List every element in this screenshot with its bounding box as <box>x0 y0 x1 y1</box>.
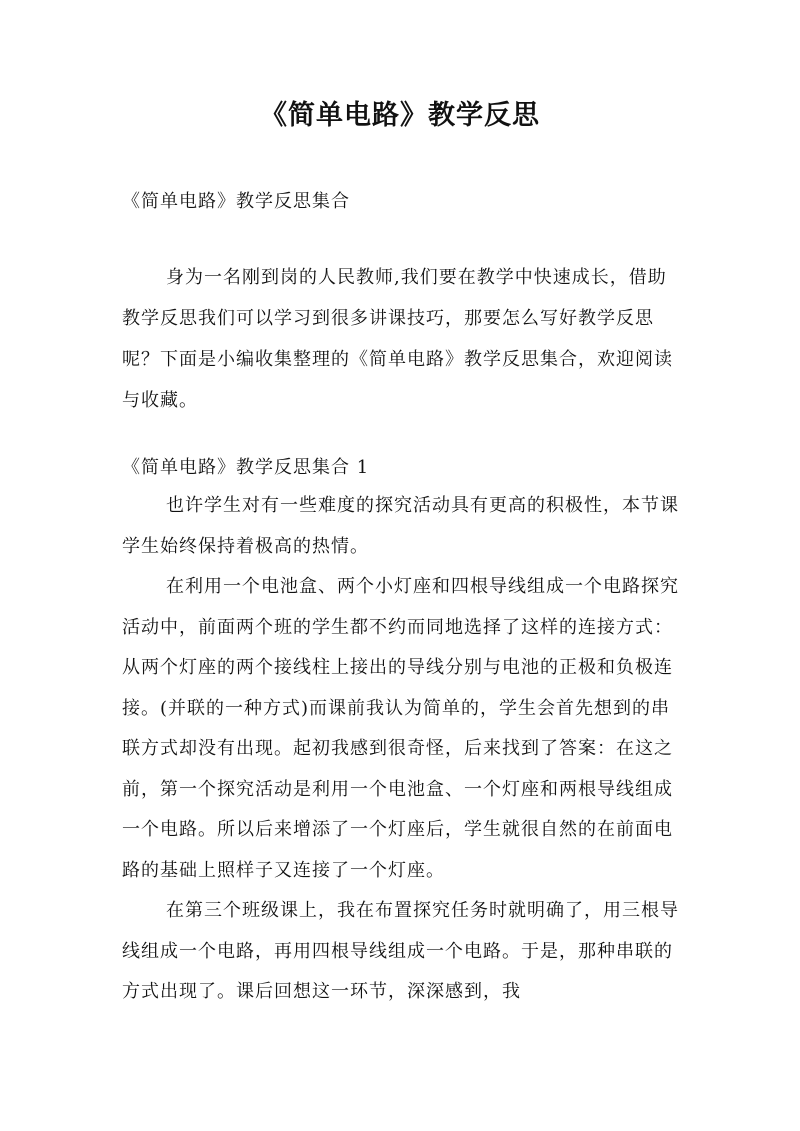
section-heading: 《简单电路》教学反思集合 1 <box>122 457 370 478</box>
body-paragraph: 在利用一个电池盒、两个小灯座和四根导线组成一个电路探究活动中，前面两个班的学生都不约而同地选择了这样的连接方式：从两个灯座的两个接线柱上接出的导线分别与电池的正极和负极连接。(并联的一种方式)而课前我认为简单的，学生会首先想到的串联方式却没有出现。起初我感到很奇怪，后来找到了答案：在这之前，第一个探究活动是利用一个电池盒、一个灯座和两根导线组成一个电路。所以后来增添了一个灯座后，学生就很自然的在前面电路的基础上照样子又连接了一个灯座。 <box>122 576 679 881</box>
document-subtitle: 《简单电路》教学反思集合 <box>122 191 350 212</box>
section-body <box>122 486 682 1013</box>
document-title: 《简单电路》教学反思 <box>260 100 540 131</box>
intro-paragraph: 身为一名刚到岗的人民教师,我们要在教学中快速成长，借助教学反思我们可以学习到很多讲课技巧，那要怎么写好教学反思呢？下面是小编收集整理的《简单电路》教学反思集合，欢迎阅读与收藏。 <box>122 267 673 411</box>
body-paragraph: 也许学生对有一些难度的探究活动具有更高的积极性，本节课学生始终保持着极高的热情。 <box>122 495 679 557</box>
body-paragraph: 在第三个班级课上，我在布置探究任务时就明确了，用三根导线组成一个电路，再用四根导线组成一个电路。于是，那种串联的方式出现了。课后回想这一环节，深深感到，我 <box>122 900 679 1002</box>
